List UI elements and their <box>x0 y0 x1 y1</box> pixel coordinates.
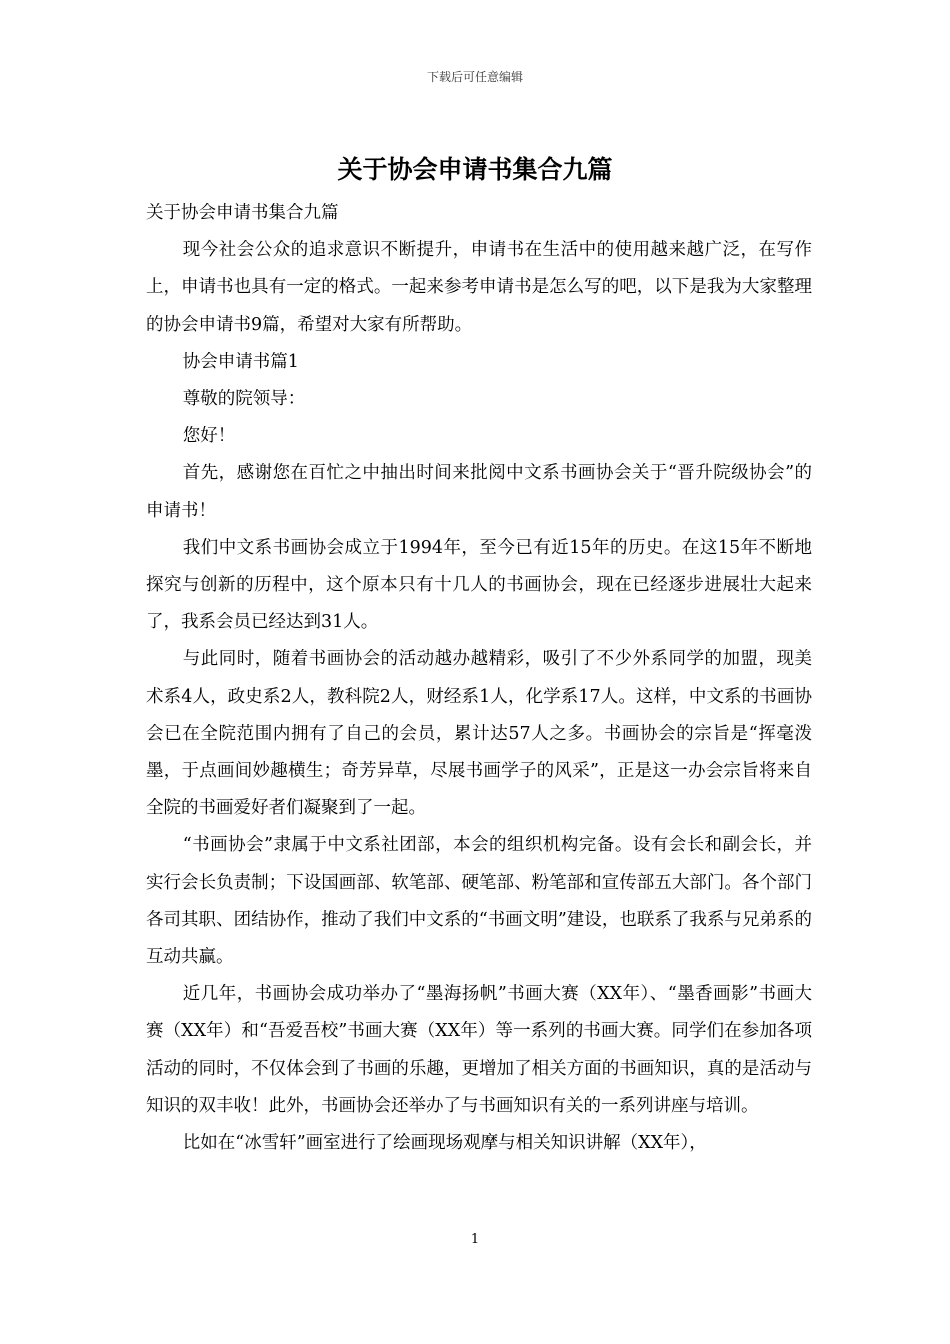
body-paragraph: 首先，感谢您在百忙之中抽出时间来批阅中文系书画协会关于“晋升院级协会”的申请书！ <box>146 463 812 521</box>
page-header-note: 下载后可任意编辑 <box>426 70 523 84</box>
document-body <box>146 195 812 1162</box>
body-paragraph: “书画协会”隶属于中文系社团部，本会的组织机构完备。设有会长和副会长，并实行会长负责制；下设国画部、软笔部、硬笔部、粉笔部和宣传部五大部门。各个部门各司其职、团结协作，推动了我们中文系的“书画文明”建设，也联系了我系与兄弟系的互动共赢。 <box>146 835 812 968</box>
salutation: 尊敬的院领导： <box>182 389 306 410</box>
body-paragraph: 比如在“冰雪轩”画室进行了绘画现场观摩与相关知识讲解（XX年）， <box>182 1133 707 1154</box>
page-number: 1 <box>470 1232 480 1247</box>
body-paragraph: 我们中文系书画协会成立于1994年，至今已有近15年的历史。在这15年不断地探究与创新的历程中，这个原本只有十几人的书画协会，现在已经逐步进展壮大起来了，我系会员已经达到31人。 <box>146 537 812 633</box>
subtitle-paragraph: 关于协会申请书集合九篇 <box>146 203 339 223</box>
body-paragraph: 与此同时，随着书画协会的活动越办越精彩，吸引了不少外系同学的加盟，现美术系4人，政史系2人，教科院2人，财经系1人，化学系17人。这样，中文系的书画协会已在全院范围内拥有了自己的会员，累计达57人之多。书画协会的宗旨是“挥毫泼墨，于点画间妙趣横生；奇芳异草，尽展书画学子的风采”，正是这一办会宗旨将来自全院的书画爱好者们凝聚到了一起。 <box>146 649 812 819</box>
document-title: 关于协会申请书集合九篇 <box>337 155 613 184</box>
greeting: 您好！ <box>182 426 236 447</box>
body-paragraph: 近几年，书画协会成功举办了“墨海扬帆”书画大赛（XX年）、“墨香画影”书画大赛（XX年）和“吾爱吾校”书画大赛（XX年）等一系列的书画大赛。同学们在参加各项活动的同时，不仅体会到了书画的乐趣，更增加了相关方面的书画知识，真的是活动与知识的双丰收！此外，书画协会还举办了与书画知识有关的一系列讲座与培训。 <box>146 984 812 1116</box>
intro-paragraph: 现今社会公众的追求意识不断提升，申请书在生活中的使用越来越广泛，在写作上，申请书也具有一定的格式。一起来参考申请书是怎么写的吧，以下是我为大家整理的协会申请书9篇，希望对大家有所帮助。 <box>146 240 812 335</box>
section-heading: 协会申请书篇1 <box>182 351 299 372</box>
